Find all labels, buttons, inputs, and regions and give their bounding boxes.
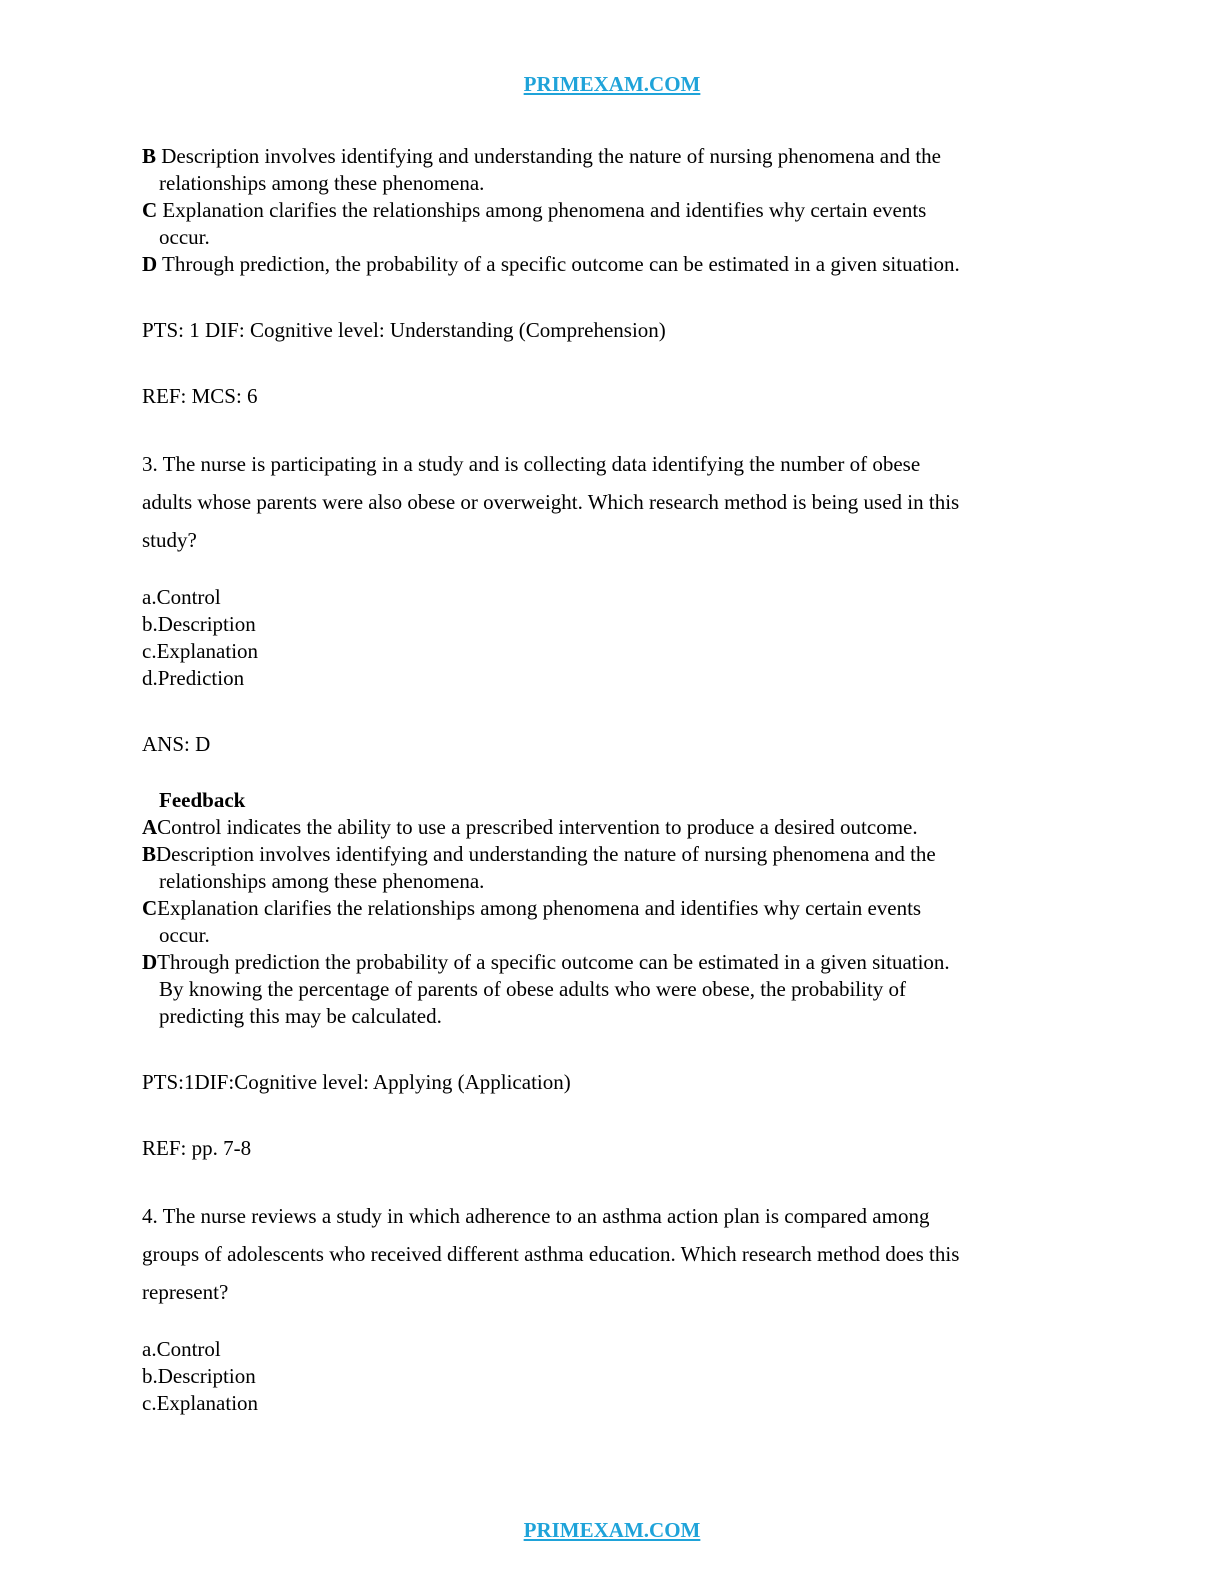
- q2-feedback-c: [142, 197, 1082, 251]
- q4-stem-line: represent?: [142, 1280, 229, 1304]
- q4-stem-line: groups of adolescents who received different asthma education. Which research method does this: [142, 1242, 960, 1266]
- feedback-text-cont: occur.: [159, 923, 210, 947]
- q2-pts: PTS: 1 DIF: Cognitive level: Understanding (Comprehension): [142, 318, 666, 342]
- q3-option-d: d.Prediction: [142, 666, 245, 690]
- q2-feedback-list: [142, 143, 1082, 278]
- q3-feedback-heading: Feedback: [159, 788, 246, 812]
- q4-option-c: c.Explanation: [142, 1391, 259, 1415]
- q4-stem: [142, 1197, 1082, 1311]
- footer-site-link[interactable]: PRIMEXAM.COM: [523, 1518, 701, 1542]
- feedback-text-cont: predicting this may be calculated.: [159, 1004, 442, 1028]
- feedback-letter: B: [142, 842, 157, 866]
- feedback-text: Through prediction, the probability of a specific outcome can be estimated in a given situation.: [162, 252, 960, 276]
- feedback-text-cont: occur.: [159, 225, 210, 249]
- feedback-text: Explanation clarifies the relationships among phenomena and identifies why certain events: [157, 896, 922, 920]
- q2-feedback-d: [142, 251, 1082, 278]
- feedback-letter: C: [142, 896, 158, 920]
- q3-feedback-list: [142, 814, 1082, 1030]
- q4-option-b: b.Description: [142, 1364, 256, 1388]
- q3-stem-line: adults whose parents were also obese or overweight. Which research method is being used in this: [142, 490, 960, 514]
- feedback-text: Explanation clarifies the relationships among phenomena and identifies why certain events: [162, 198, 927, 222]
- feedback-text: Control indicates the ability to use a prescribed intervention to produce a desired outcome.: [157, 815, 918, 839]
- feedback-letter: D: [142, 950, 158, 974]
- feedback-text: Description involves identifying and understanding the nature of nursing phenomena and the: [161, 144, 941, 168]
- q3-feedback-c: [142, 895, 1082, 949]
- q3-option-b: b.Description: [142, 612, 256, 636]
- q3-options: [142, 584, 1082, 692]
- header-site-link[interactable]: PRIMEXAM.COM: [523, 72, 701, 96]
- q3-ref: REF: pp. 7-8: [142, 1136, 252, 1160]
- q3-stem: [142, 445, 1082, 559]
- q3-feedback-a: [142, 814, 1082, 841]
- feedback-text-cont: By knowing the percentage of parents of obese adults who were obese, the probability of: [159, 977, 907, 1001]
- feedback-text-cont: relationships among these phenomena.: [159, 171, 485, 195]
- q3-feedback-b: [142, 841, 1082, 895]
- q3-pts: PTS:1DIF:Cognitive level: Applying (Application): [142, 1070, 571, 1094]
- feedback-text: Through prediction the probability of a specific outcome can be estimated in a given situation.: [157, 950, 950, 974]
- q3-answer: ANS: D: [142, 732, 211, 756]
- q2-feedback-b: [142, 143, 1082, 197]
- q2-ref: REF: MCS: 6: [142, 384, 258, 408]
- q4-stem-line: 4. The nurse reviews a study in which adherence to an asthma action plan is compared among: [142, 1204, 930, 1228]
- document-body: [142, 143, 1082, 1417]
- feedback-letter: D: [142, 252, 158, 276]
- feedback-text: Description involves identifying and understanding the nature of nursing phenomena and the: [156, 842, 936, 866]
- q3-feedback-d: [142, 949, 1082, 1030]
- q3-option-c: c.Explanation: [142, 639, 259, 663]
- q4-option-a: a.Control: [142, 1337, 221, 1361]
- q4-options: [142, 1336, 1082, 1417]
- q3-stem-line: study?: [142, 528, 197, 552]
- q3-option-a: a.Control: [142, 585, 221, 609]
- feedback-letter: A: [142, 815, 158, 839]
- feedback-letter: C: [142, 198, 158, 222]
- feedback-text-cont: relationships among these phenomena.: [159, 869, 485, 893]
- feedback-letter: B: [142, 144, 157, 168]
- q3-stem-line: 3. The nurse is participating in a study and is collecting data identifying the number of obese: [142, 452, 921, 476]
